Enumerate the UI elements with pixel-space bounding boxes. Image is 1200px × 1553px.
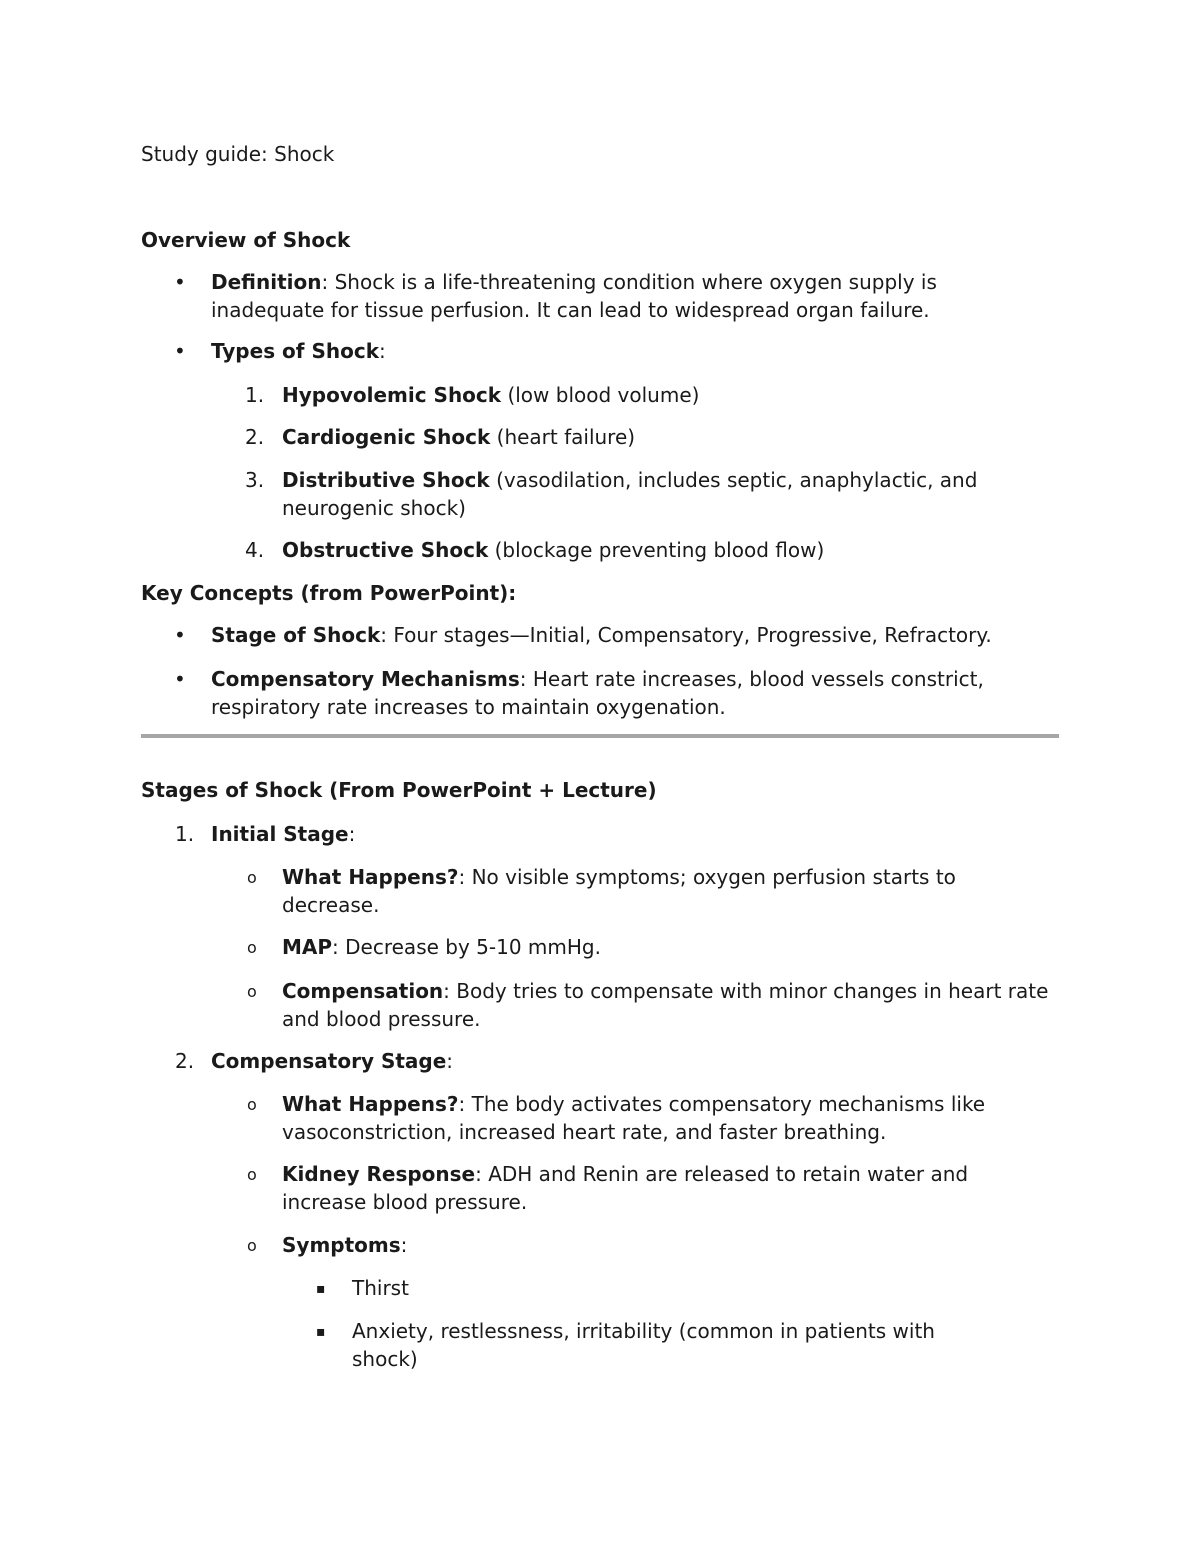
shock-type-text: (vasodilation, includes septic, anaphylactic, and neurogenic shock) bbox=[282, 468, 978, 520]
horizontal-rule bbox=[141, 734, 1059, 738]
symptom-item: Thirst bbox=[352, 1276, 409, 1300]
square-marker: ▪ bbox=[316, 1281, 326, 1297]
stage-item bbox=[211, 1047, 1071, 1075]
stage-detail-text: : Body tries to compensate with minor changes in heart rate and blood pressure. bbox=[282, 979, 1049, 1031]
stage-detail-text: : No visible symptoms; oxygen perfusion starts to decrease. bbox=[282, 865, 956, 917]
stage-detail-text: : Decrease by 5-10 mmHg. bbox=[332, 935, 601, 959]
key-concept-text: : Heart rate increases, blood vessels constrict, respiratory rate increases to maintain oxygenation. bbox=[211, 667, 984, 719]
types-sep: : bbox=[379, 339, 386, 363]
list-number: 2. bbox=[245, 425, 265, 449]
shock-type-text: (heart failure) bbox=[490, 425, 636, 449]
symptoms-term: Symptoms bbox=[282, 1233, 401, 1257]
symptoms-item bbox=[282, 1231, 1142, 1259]
stage-detail-item bbox=[282, 977, 1072, 1033]
shock-type-term: Cardiogenic Shock bbox=[282, 425, 491, 449]
key-concept-text: : Four stages—Initial, Compensatory, Progressive, Refractory. bbox=[380, 623, 992, 647]
key-concept-term: Stage of Shock bbox=[211, 623, 381, 647]
shock-type-text: (low blood volume) bbox=[501, 383, 700, 407]
key-concept-item bbox=[211, 665, 1061, 721]
circle-marker: o bbox=[247, 1165, 257, 1184]
circle-marker: o bbox=[247, 982, 257, 1001]
stage-detail-item bbox=[282, 863, 1022, 919]
key-concepts-heading: Key Concepts (from PowerPoint): bbox=[141, 581, 517, 605]
document-title: Study guide: Shock bbox=[141, 142, 335, 166]
types-term: Types of Shock bbox=[211, 339, 379, 363]
stage-sep: : bbox=[348, 822, 356, 846]
stage-detail-text: : The body activates compensatory mechanisms like vasoconstriction, increased heart rate, and faster breathing. bbox=[282, 1092, 986, 1144]
stage-detail-term: Compensation bbox=[282, 979, 444, 1003]
stage-term: Compensatory Stage bbox=[211, 1049, 447, 1073]
circle-marker: o bbox=[247, 938, 257, 957]
symptoms-sep: : bbox=[400, 1233, 408, 1257]
stage-sep: : bbox=[446, 1049, 454, 1073]
stage-detail-term: MAP bbox=[282, 935, 333, 959]
circle-marker: o bbox=[247, 868, 257, 887]
stage-detail-text: : ADH and Renin are released to retain water and increase blood pressure. bbox=[282, 1162, 969, 1214]
definition-item bbox=[211, 268, 1031, 324]
circle-marker: o bbox=[247, 1095, 257, 1114]
bullet-marker: • bbox=[174, 339, 186, 363]
bullet-marker: • bbox=[174, 667, 186, 691]
definition-term: Definition bbox=[211, 270, 322, 294]
stage-detail-term: What Happens? bbox=[282, 865, 459, 889]
list-number: 1. bbox=[245, 383, 265, 407]
stage-detail-term: What Happens? bbox=[282, 1092, 459, 1116]
types-item bbox=[211, 337, 1071, 365]
definition-text: Shock is a life-threatening condition where oxygen supply is inadequate for tissue perfusion. It can lead to widespread organ failure. bbox=[211, 270, 937, 322]
circle-marker: o bbox=[247, 1236, 257, 1255]
definition-sep: : bbox=[321, 270, 335, 294]
shock-type-term: Hypovolemic Shock bbox=[282, 383, 502, 407]
bullet-marker: • bbox=[174, 270, 186, 294]
bullet-marker: • bbox=[174, 623, 186, 647]
shock-type-text: (blockage preventing blood flow) bbox=[488, 538, 825, 562]
shock-type-item bbox=[282, 536, 1052, 564]
stage-detail-item bbox=[282, 1160, 1042, 1216]
symptom-item: Anxiety, restlessness, irritability (common in patients with shock) bbox=[352, 1319, 935, 1371]
shock-type-term: Obstructive Shock bbox=[282, 538, 489, 562]
stage-term: Initial Stage bbox=[211, 822, 349, 846]
shock-type-item bbox=[282, 423, 1052, 451]
stage-item bbox=[211, 820, 1071, 848]
stages-heading: Stages of Shock (From PowerPoint + Lecture) bbox=[141, 778, 657, 802]
stage-detail-item bbox=[282, 933, 1042, 961]
stage-detail-item bbox=[282, 1090, 1062, 1146]
overview-heading: Overview of Shock bbox=[141, 228, 351, 252]
list-number: 2. bbox=[175, 1049, 195, 1073]
list-number: 4. bbox=[245, 538, 265, 562]
stage-detail-term: Kidney Response bbox=[282, 1162, 476, 1186]
list-number: 1. bbox=[175, 822, 195, 846]
square-marker: ▪ bbox=[316, 1324, 326, 1340]
list-number: 3. bbox=[245, 468, 265, 492]
shock-type-item bbox=[282, 466, 1052, 522]
shock-type-term: Distributive Shock bbox=[282, 468, 490, 492]
key-concept-term: Compensatory Mechanisms bbox=[211, 667, 520, 691]
shock-type-item bbox=[282, 381, 1052, 409]
key-concept-item bbox=[211, 621, 1081, 649]
